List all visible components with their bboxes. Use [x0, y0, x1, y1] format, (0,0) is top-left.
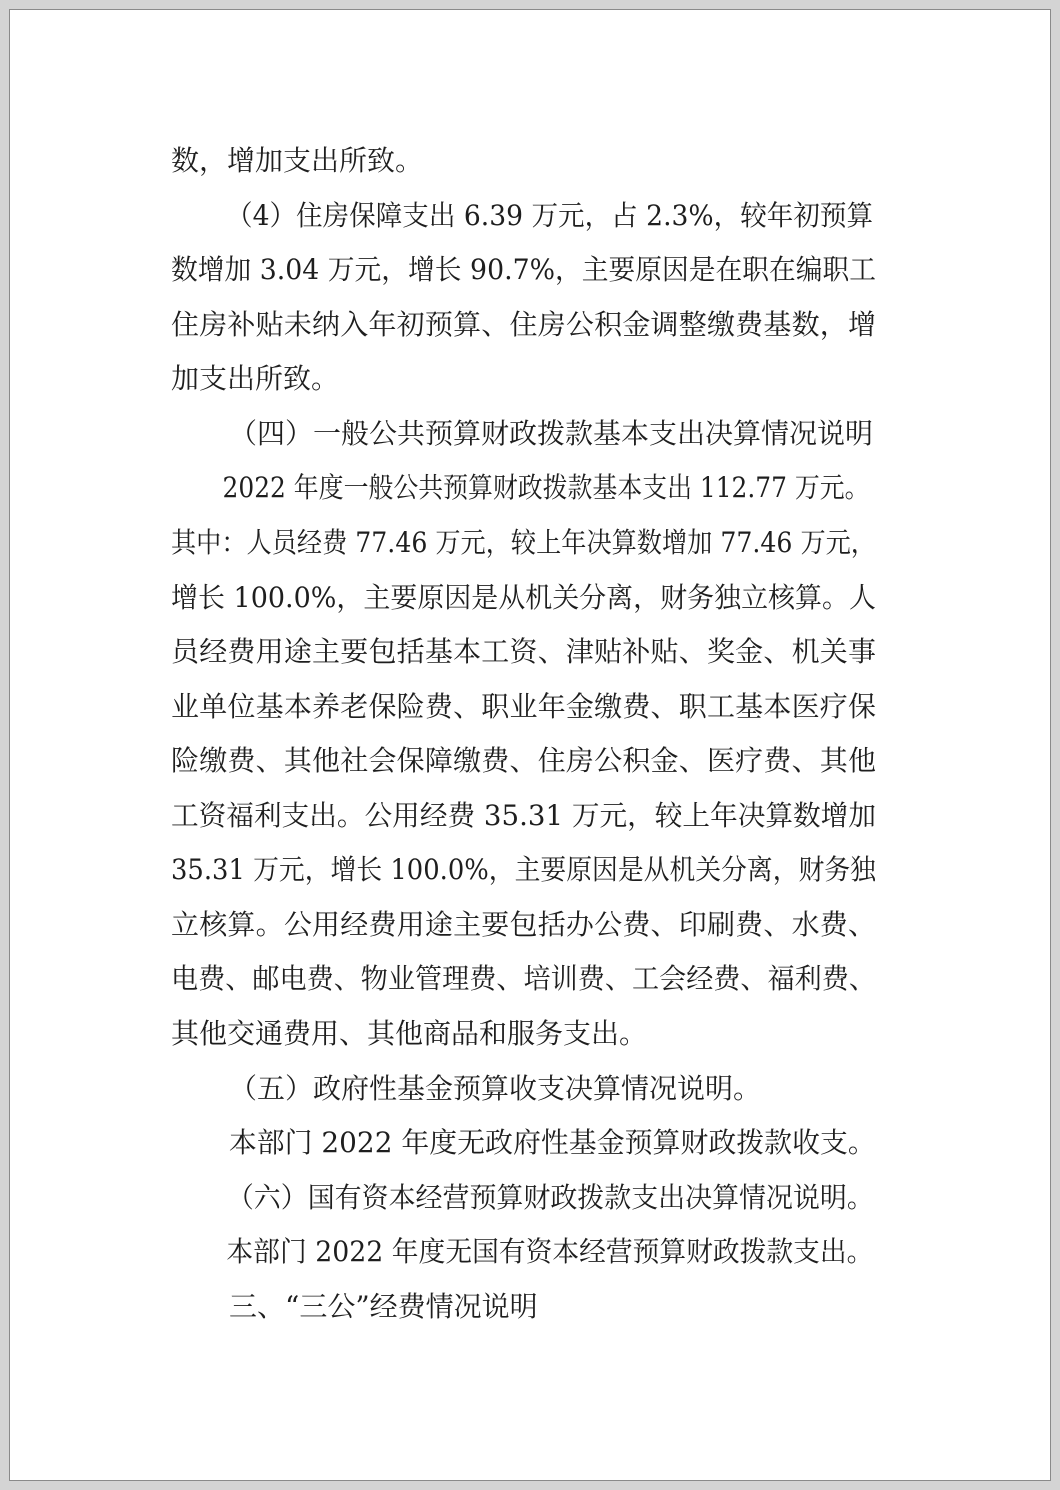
paragraph-state-capital — [171, 1225, 876, 1280]
section-heading — [171, 1171, 876, 1226]
text-line: 住房补贴未纳入年初预算、住房公积金调整缴费基数，增 — [171, 307, 876, 341]
heading-line: 三、“三公”经费情况说明 — [229, 1289, 538, 1323]
text-line: 本部门 2022 年度无国有资本经营预算财政拨款支出。 — [226, 1235, 874, 1269]
heading-line: （四）一般公共预算财政拨款基本支出决算情况说明 — [229, 416, 874, 450]
text-line: 业单位基本养老保险费、职业年金缴费、职工基本医疗保 — [171, 689, 876, 723]
text-line: 其他交通费用、其他商品和服务支出。 — [171, 1017, 648, 1050]
heading-line: （六）国有资本经营预算财政拨款支出决算情况说明。 — [226, 1180, 874, 1214]
text-line: 加支出所致。 — [171, 362, 340, 396]
section-heading — [171, 1062, 876, 1117]
text-line: 工资福利支出。公用经费 35.31 万元，较上年决算数增加 — [171, 798, 876, 832]
text-line: 员经费用途主要包括基本工资、津贴补贴、奖金、机关事 — [171, 635, 876, 669]
text-line: 立核算。公用经费用途主要包括办公费、印刷费、水费、 — [171, 907, 876, 941]
text-line: 35.31 万元，增长 100.0%，主要原因是从机关分离，财务独 — [171, 853, 877, 887]
text-line: 2022 年度一般公共预算财政拨款基本支出 112.77 万元。 — [222, 471, 870, 505]
section-heading — [171, 407, 876, 462]
text-line: 险缴费、其他社会保障缴费、住房公积金、医疗费、其他 — [171, 744, 876, 778]
body-text — [171, 134, 876, 1334]
paragraph-continued — [171, 134, 876, 189]
text-line: 数增加 3.04 万元，增长 90.7%，主要原因是在职在编职工 — [171, 253, 877, 287]
section-heading — [171, 1280, 876, 1335]
text-line: 本部门 2022 年度无政府性基金预算财政拨款收支。 — [228, 1126, 876, 1160]
text-line: 数，增加支出所致。 — [171, 144, 424, 177]
text-line: （4）住房保障支出 6.39 万元，占 2.3%，较年初预算 — [226, 198, 874, 232]
text-line: 增长 100.0%，主要原因是从机关分离，财务独立核算。人 — [171, 580, 876, 614]
paragraph-basic-expenditure — [171, 461, 876, 1061]
document-page — [9, 9, 1051, 1481]
text-line: 其中：人员经费 77.46 万元，较上年决算数增加 77.46 万元， — [171, 525, 876, 559]
text-line: 电费、邮电费、物业管理费、培训费、工会经费、福利费、 — [171, 962, 877, 996]
heading-line: （五）政府性基金预算收支决算情况说明。 — [229, 1071, 762, 1105]
paragraph-government-fund — [171, 1116, 876, 1171]
paragraph-housing-expenditure — [171, 189, 876, 407]
